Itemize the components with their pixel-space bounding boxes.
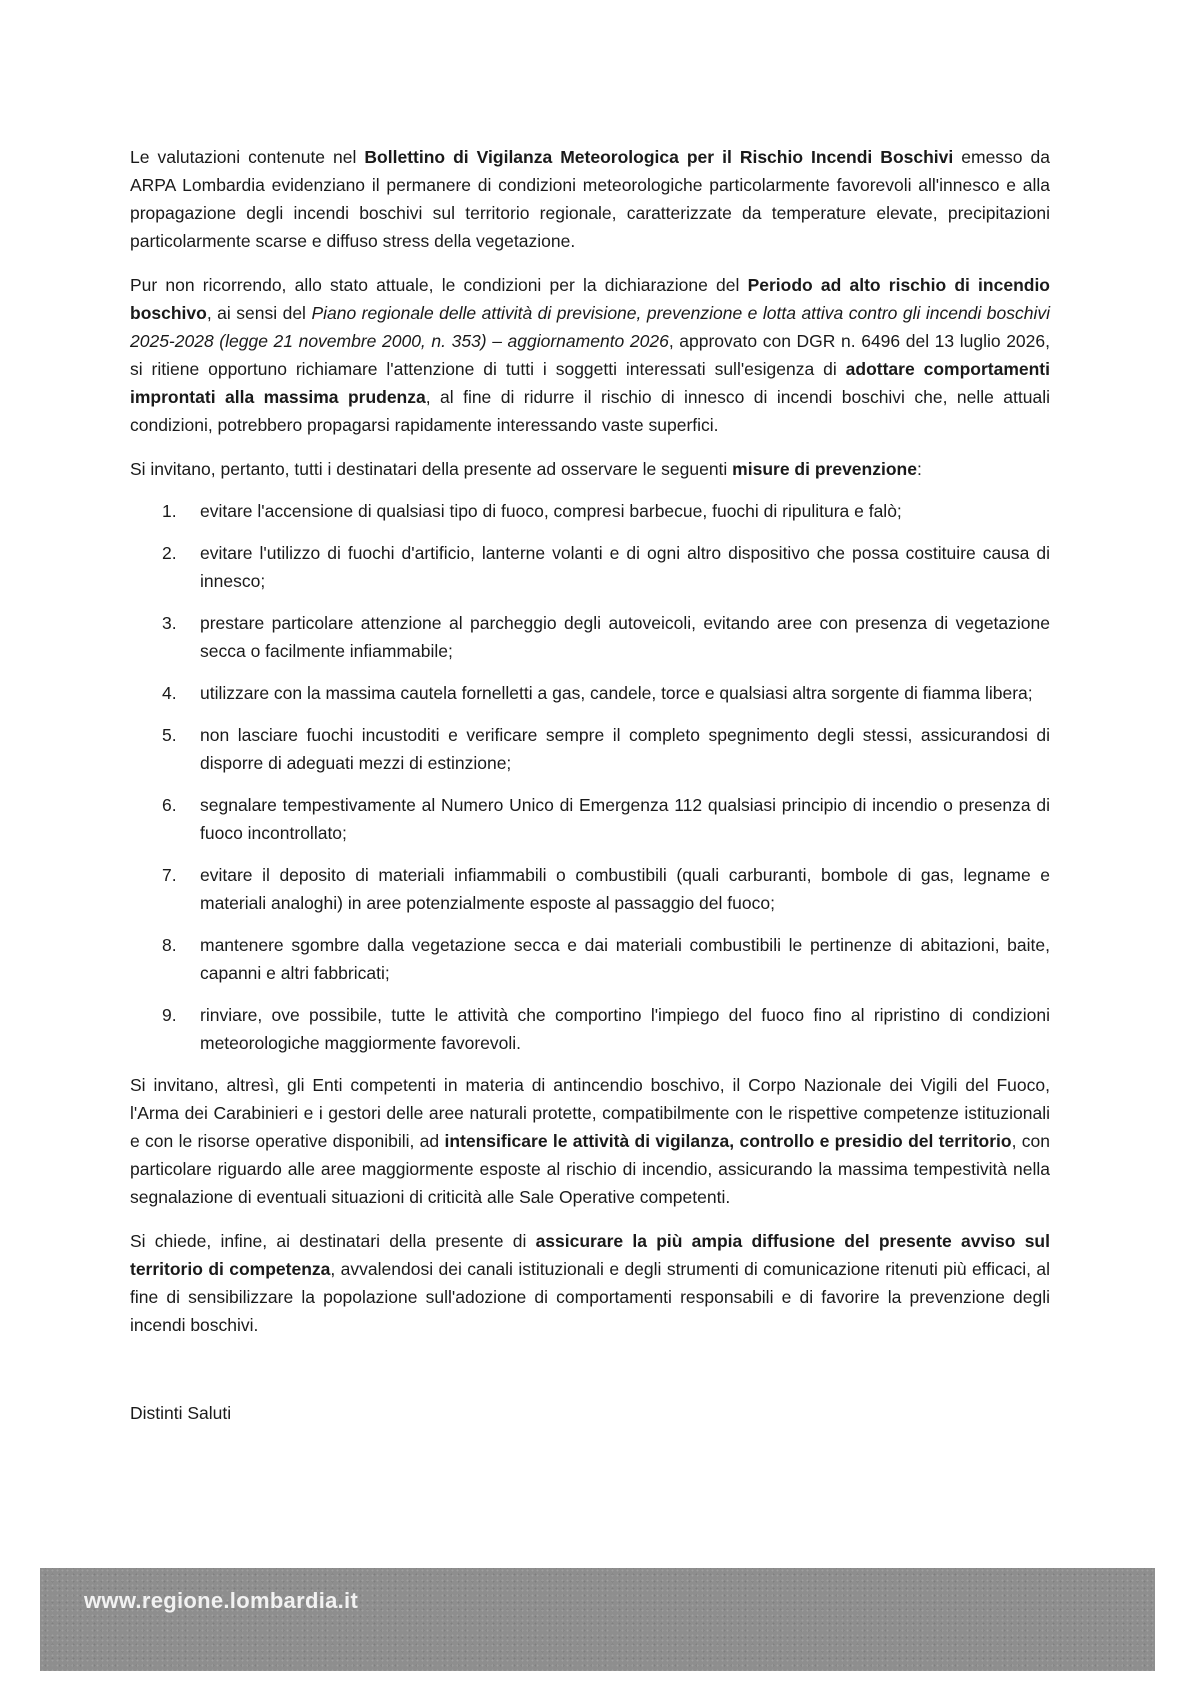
list-text: evitare il deposito di materiali infiammabili o combustibili (quali carburanti, bombole di gas, legname e materiali analoghi) in aree potenzialmente esposte al passaggio del fuoco; [200, 865, 1050, 913]
prevention-measures-label: misure di prevenzione [732, 459, 917, 479]
diffusion-emphasis: assicurare la più ampia diffusione del presente avviso sul territorio di competenza [130, 1231, 1050, 1279]
list-number: 4. [162, 683, 177, 703]
list-item [130, 609, 1050, 665]
prudence-emphasis: adottare comportamenti improntati alla massima prudenza [130, 359, 1050, 407]
footer-website-link[interactable]: www.regione.lombardia.it [84, 1588, 359, 1613]
list-text: non lasciare fuochi incustoditi e verificare sempre il completo spegnimento degli stessi, assicurandosi di disporre di adeguati mezzi di estinzione; [200, 725, 1050, 773]
list-item [130, 1001, 1050, 1057]
list-item [130, 539, 1050, 595]
list-item [130, 931, 1050, 987]
regional-plan-title: Piano regionale delle attività di previsione, prevenzione e lotta attiva contro gli incendi boschivi 2025-2028 (legge 21 novembre 2000, n. 353) – aggiornamento 2026 [130, 303, 1051, 351]
list-item [130, 497, 1050, 525]
paragraph-authorities: Si invitano, altresì, gli Enti competenti in materia di antincendio boschivo, il Corpo Nazionale dei Vigili del Fuoco, l'Arma dei Carabinieri e i gestori delle aree naturali protette, compatibilmente con le rispettive competenze istituzionali e con le risorse operative disponibili, ad intensificare le attività di vigilanza, controllo e presidio del territorio, con particolare riguardo alle aree maggiormente esposte al rischio di incendio, assicurando la massima tempestività nella segnalazione di eventuali situazioni di criticità alle Sale Operative competenti. [130, 1075, 1050, 1207]
letter-body [130, 143, 1050, 1443]
list-text: segnalare tempestivamente al Numero Unico di Emergenza 112 qualsiasi principio di incendio o presenza di fuoco incontrollato; [200, 795, 1050, 843]
list-number: 7. [162, 865, 177, 885]
list-number: 6. [162, 795, 177, 815]
paragraph-measures-intro: Si invitano, pertanto, tutti i destinatari della presente ad osservare le seguenti misure di prevenzione: [130, 459, 922, 479]
footer-banner [40, 1568, 1155, 1671]
list-text: evitare l'accensione di qualsiasi tipo di fuoco, compresi barbecue, fuochi di ripulitura e falò; [200, 501, 902, 521]
list-number: 1. [162, 501, 177, 521]
paragraph-risk-period: Pur non ricorrendo, allo stato attuale, le condizioni per la dichiarazione del Periodo ad alto rischio di incendio boschivo, ai sensi del Piano regionale delle attività di previsione, prevenzione e lotta attiva contro gli incendi boschivi 2025-2028 (legge 21 novembre 2000, n. 353) – aggiornamento 2026, approvato con DGR n. 6496 del 13 luglio 2026, si ritiene opportuno richiamare l'attenzione di tutti i soggetti interessati sull'esigenza di adottare comportamenti improntati alla massima prudenza, al fine di ridurre il rischio di innesco di incendi boschivi che, nelle attuali condizioni, potrebbero propagarsi rapidamente interessando vaste superfici. [130, 275, 1051, 435]
list-text: utilizzare con la massima cautela fornelletti a gas, candele, torce e qualsiasi altra sorgente di fiamma libera; [200, 683, 1033, 703]
list-text: prestare particolare attenzione al parcheggio degli autoveicoli, evitando aree con presenza di vegetazione secca o facilmente infiammabile; [200, 613, 1050, 661]
list-number: 9. [162, 1005, 177, 1025]
measures-list [130, 497, 1050, 1057]
list-number: 2. [162, 543, 177, 563]
list-number: 5. [162, 725, 177, 745]
list-item [130, 791, 1050, 847]
list-number: 8. [162, 935, 177, 955]
list-item [130, 861, 1050, 917]
paragraph-bulletin: Le valutazioni contenute nel Bollettino di Vigilanza Meteorologica per il Rischio Incendi Boschivi emesso da ARPA Lombardia evidenziano il permanere di condizioni meteorologiche particolarmente favorevoli all'innesco e alla propagazione degli incendi boschivi sul territorio regionale, caratterizzate da temperature elevate, precipitazioni particolarmente scarse e diffuso stress della vegetazione. [130, 147, 1051, 251]
bulletin-title: Bollettino di Vigilanza Meteorologica per il Rischio Incendi Boschivi [364, 147, 954, 167]
list-item [130, 721, 1050, 777]
vigilance-emphasis: intensificare le attività di vigilanza, controllo e presidio del territorio [444, 1131, 1012, 1151]
paragraph-diffusion: Si chiede, infine, ai destinatari della presente di assicurare la più ampia diffusione del presente avviso sul territorio di competenza, avvalendosi dei canali istituzionali e degli strumenti di comunicazione ritenuti più efficaci, al fine di sensibilizzare la popolazione sull'adozione di comportamenti responsabili e di favorire la prevenzione degli incendi boschivi. [130, 1231, 1050, 1335]
closing-salutation: Distinti Saluti [130, 1403, 232, 1423]
list-text: evitare l'utilizzo di fuochi d'artificio, lanterne volanti e di ogni altro dispositivo che possa costituire causa di innesco; [200, 543, 1050, 591]
list-text: mantenere sgombre dalla vegetazione secca e dai materiali combustibili le pertinenze di abitazioni, baite, capanni e altri fabbricati; [200, 935, 1050, 983]
list-text: rinviare, ove possibile, tutte le attività che comportino l'impiego del fuoco fino al ripristino di condizioni meteorologiche maggiormente favorevoli. [200, 1005, 1050, 1053]
high-risk-period: Periodo ad alto rischio di incendio boschivo [130, 275, 1051, 323]
list-item [130, 679, 1050, 707]
list-number: 3. [162, 613, 177, 633]
